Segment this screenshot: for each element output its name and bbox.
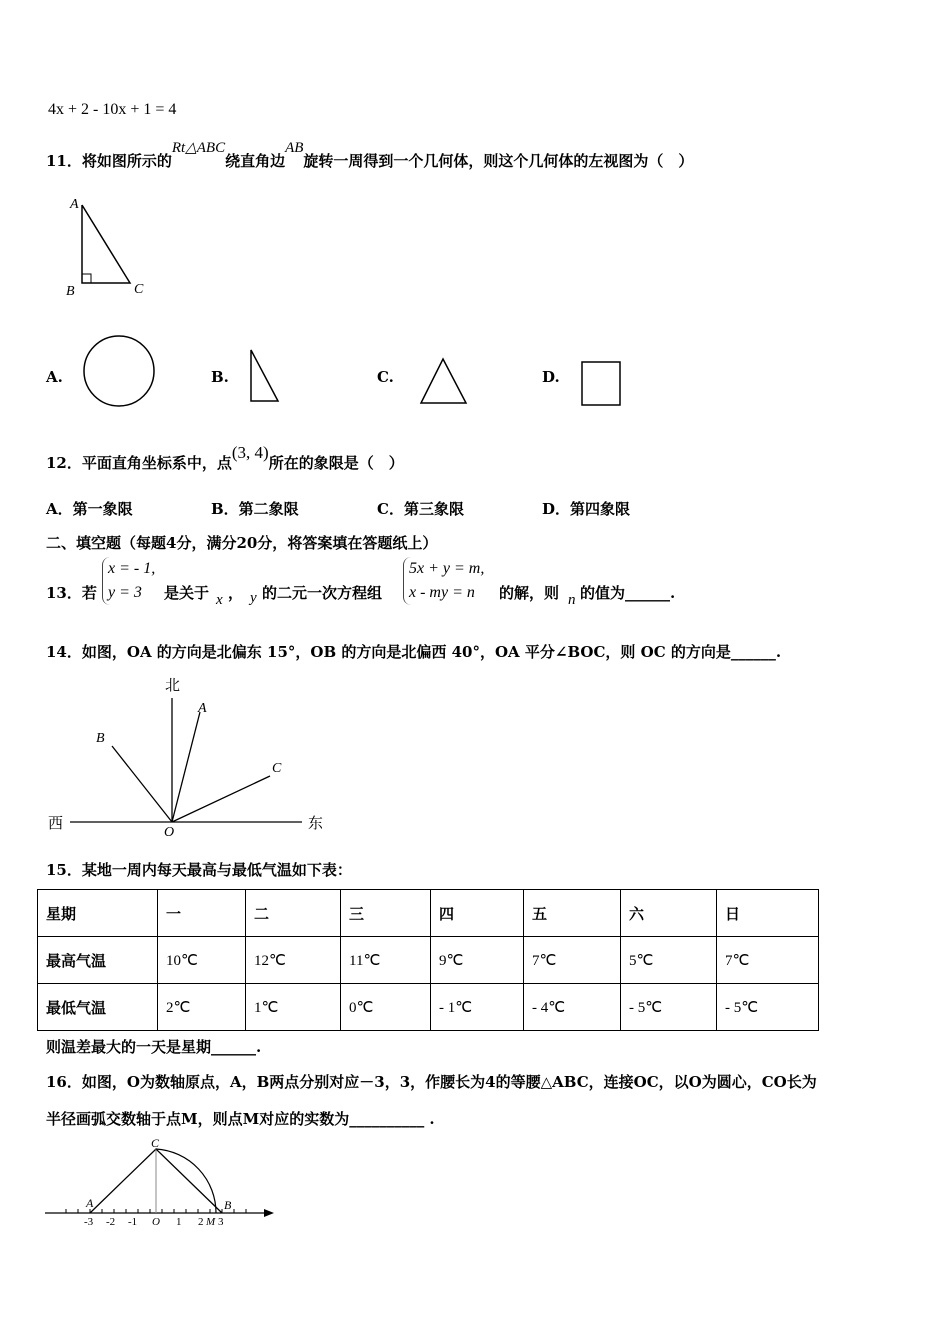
table-cell: 0℃ [341, 984, 431, 1031]
ray-oc [172, 776, 270, 822]
q15-text: 15．某地一周内每天最高与最低气温如下表： [46, 861, 352, 879]
tick-label: -2 [106, 1216, 116, 1228]
q12-option-c[interactable]: C．第三象限 [377, 500, 464, 518]
table-cell: 10℃ [158, 937, 246, 984]
q13-x: x [216, 592, 223, 608]
q12-tail: 所在的象限是（ ） [268, 454, 404, 472]
q12-option-b[interactable]: B．第二象限 [211, 500, 299, 518]
q11-number: 11．将如图所示的 [46, 152, 172, 170]
sys2-eq2: x - my = n [409, 584, 475, 601]
q13-t3: 的解，则 [499, 584, 560, 602]
triangle-shape [418, 356, 470, 406]
ray-ob [112, 746, 172, 822]
table-cell: - 5℃ [621, 984, 717, 1031]
square-shape [580, 360, 624, 408]
tick-label: O [152, 1216, 160, 1228]
table-cell: - 1℃ [431, 984, 524, 1031]
right-angle-mark [82, 274, 91, 283]
label-b: B [66, 284, 75, 299]
q12-text [46, 443, 404, 473]
table-cell: - 4℃ [524, 984, 621, 1031]
header-cell: 四 [431, 890, 524, 937]
q11-tail: 旋转一周得到一个几何体，则这个几何体的左视图为（ ） [303, 152, 694, 170]
temperature-table [37, 889, 819, 1031]
header-cell: 星期 [38, 890, 158, 937]
label-c: C [151, 1136, 160, 1150]
q14-text: 14．如图，OA 的方向是北偏东 15°，OB 的方向是北偏西 40°，OA 平分∠BOC，则 OC 的方向是______. [46, 643, 782, 661]
option-b[interactable]: B. [211, 368, 229, 386]
table-cell: 7℃ [717, 937, 819, 984]
q11-mid: 绕直角边 [225, 152, 286, 170]
header-cell: 六 [621, 890, 717, 937]
label-b: B [96, 731, 105, 746]
q12-number: 12．平面直角坐标系中，点 [46, 454, 232, 472]
sys1-eq2: y = 3 [108, 584, 142, 601]
section-heading: 二、填空题（每题4分，满分20分，将答案填在答题纸上） [46, 534, 438, 552]
sys1-eq1: x = - 1, [108, 560, 156, 577]
header-cell: 五 [524, 890, 621, 937]
q13-t2: 的二元一次方程组 [262, 584, 383, 602]
header-cell: 二 [246, 890, 341, 937]
header-cell: 一 [158, 890, 246, 937]
header-cell: 三 [341, 890, 431, 937]
option-a[interactable]: A. [46, 368, 63, 386]
label-b: B [224, 1198, 232, 1212]
table-cell: - 5℃ [717, 984, 819, 1031]
q13-system1 [102, 557, 155, 605]
table-row-high [38, 937, 819, 984]
table-cell: 12℃ [246, 937, 341, 984]
header-cell: 日 [717, 890, 819, 937]
label-c: C [272, 761, 282, 776]
q16-line1: 16．如图，O为数轴原点，A，B两点分别对应－3，3，作腰长为4的等腰△ABC，连接OC，以O为圆心，CO长为 [46, 1073, 817, 1091]
tick-label: -1 [128, 1216, 138, 1228]
tick-label: -3 [84, 1216, 94, 1228]
table-cell: 7℃ [524, 937, 621, 984]
table-row-low [38, 984, 819, 1031]
row-label: 最低气温 [38, 984, 158, 1031]
q14-direction-figure [40, 670, 340, 840]
q13-comma: ， [228, 584, 244, 602]
q15-after: 则温差最大的一天是星期______. [46, 1038, 262, 1056]
label-west: 西 [48, 814, 64, 832]
circle-shape [82, 334, 158, 410]
label-o: O [164, 825, 175, 840]
tick-label: 3 [218, 1216, 224, 1228]
table-cell: 5℃ [621, 937, 717, 984]
ray-oa [172, 712, 200, 822]
table-cell: 11℃ [341, 937, 431, 984]
right-triangle-shape [248, 348, 282, 404]
q13-t4: 的值为______. [580, 584, 676, 602]
q16-number-line-figure [40, 1135, 280, 1230]
q11-math-triangle: Rt△ABC [171, 140, 226, 156]
sys2-eq1: 5x + y = m, [409, 560, 485, 577]
label-east: 东 [308, 814, 324, 832]
axis-arrow [264, 1209, 274, 1217]
label-a: A [70, 197, 79, 212]
q16-line2: 半径画弧交数轴于点M，则点M对应的实数为__________ . [46, 1110, 435, 1128]
q12-option-a[interactable]: A．第一象限 [46, 500, 133, 518]
tick-label: 2 [198, 1216, 204, 1228]
q12-point: (3, 4) [231, 443, 269, 462]
q12-option-d[interactable]: D．第四象限 [542, 500, 631, 518]
label-a: A [86, 1196, 94, 1210]
option-c[interactable]: C. [377, 368, 394, 386]
tick-label: M [206, 1216, 216, 1228]
row-label: 最高气温 [38, 937, 158, 984]
label-c: C [134, 282, 144, 297]
label-a: A [198, 701, 207, 716]
triangle-abc [82, 205, 130, 283]
q11-text [46, 140, 694, 171]
q11-math-ab: AB [285, 140, 304, 156]
table-cell: 1℃ [246, 984, 341, 1031]
q13-t1: 是关于 [164, 584, 210, 602]
q13-y: y [250, 590, 257, 606]
equation-line: 4x + 2 - 10x + 1 = 4 [48, 101, 177, 118]
q11-triangle-figure [60, 190, 160, 300]
q13-number: 13．若 [46, 584, 97, 602]
table-cell: 2℃ [158, 984, 246, 1031]
table-cell: 9℃ [431, 937, 524, 984]
option-d[interactable]: D. [542, 368, 560, 386]
label-north: 北 [165, 676, 181, 694]
q13-system2 [403, 557, 484, 605]
tick-label: 1 [176, 1216, 182, 1228]
table-header-row [38, 890, 819, 937]
q13-n: n [568, 592, 576, 608]
